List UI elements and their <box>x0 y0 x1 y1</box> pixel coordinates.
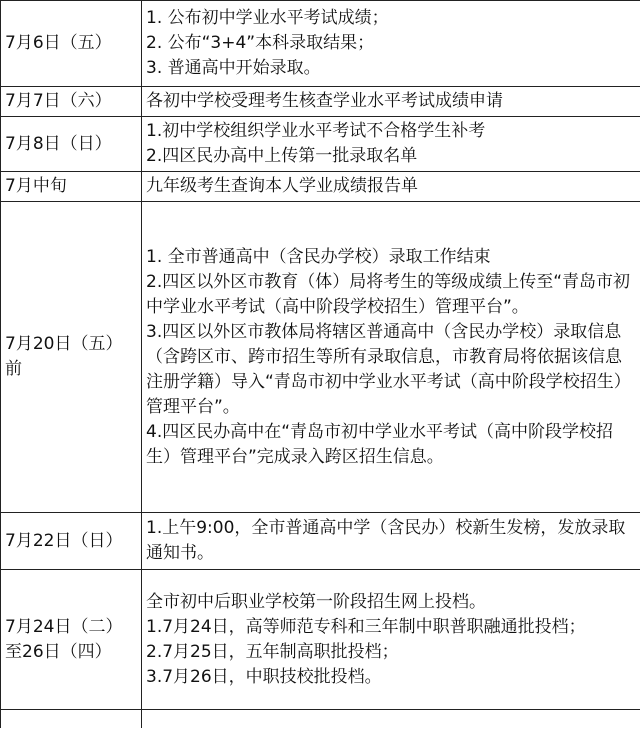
date-text: 前 <box>5 359 22 379</box>
date-text: 7月8日（日） <box>5 133 112 154</box>
event-item: 1. 全市普通高中（含民办学校）录取工作结束 <box>146 246 491 267</box>
date-cell <box>1 570 142 710</box>
date-text: 7月6日（五） <box>5 33 112 53</box>
table-row-partial <box>1 710 640 728</box>
event-item: 4.四区民办高中在“青岛市初中学业水平考试（高中阶段学校招生）管理平台”完成录入跨区招生信息。 <box>146 421 614 467</box>
table-row <box>1 513 640 570</box>
table-row <box>1 202 640 513</box>
date-text: 7月中旬 <box>5 176 67 196</box>
event-cell <box>142 513 640 570</box>
event-item: 全市初中后职业学校第一阶段招生网上投档。 <box>146 591 486 612</box>
event-cell <box>142 1 640 87</box>
event-item: 3. 普通高中开始录取。 <box>146 58 321 78</box>
event-item: 九年级考生查询本人学业成绩报告单 <box>146 176 418 196</box>
table-row <box>1 117 640 172</box>
event-cell-empty <box>142 710 640 728</box>
date-cell <box>1 513 142 570</box>
event-cell <box>142 172 640 202</box>
event-item: 3.7月26日，中职技校批投档。 <box>146 666 382 687</box>
event-item: 1. 公布初中学业水平考试成绩； <box>146 8 389 28</box>
event-cell <box>142 570 640 710</box>
event-item: 1.初中学校组织学业水平考试不合格学生补考 <box>146 121 486 141</box>
event-item: 2.四区民办高中上传第一批录取名单 <box>146 146 418 166</box>
date-text: 7月24日（二） <box>5 616 123 637</box>
event-item: 3.四区以外区市教体局将辖区普通高中（含民办学校）录取信息（含跨区市、跨市招生等所有录取信息，市教育局将依据该信息注册学籍）导入“青岛市初中学业水平考试（高中阶段学校招生）管理平台”。 <box>146 321 631 417</box>
event-cell <box>142 87 640 117</box>
table-row <box>1 87 640 117</box>
table-row <box>1 570 640 710</box>
event-item: 2.7月25日，五年制高职批投档； <box>146 641 399 662</box>
event-item: 1.上午9:00，全市普通高中学（含民办）校新生发榜，发放录取通知书。 <box>146 518 626 563</box>
event-item: 1.7月24日，高等师范专科和三年制中职普职融通批投档； <box>146 616 586 637</box>
date-cell <box>1 172 142 202</box>
date-text: 至26日（四） <box>5 641 112 662</box>
date-cell <box>1 117 142 172</box>
date-cell-empty <box>1 710 142 728</box>
event-item: 2.四区以外区市教育（体）局将考生的等级成绩上传至“青岛市初中学业水平考试（高中阶段学校招生）管理平台”。 <box>146 271 631 317</box>
event-cell <box>142 202 640 513</box>
date-cell <box>1 87 142 117</box>
event-item: 各初中学校受理考生核查学业水平考试成绩申请 <box>146 91 503 111</box>
date-cell <box>1 1 142 87</box>
event-cell <box>142 117 640 172</box>
table-row <box>1 172 640 202</box>
date-cell <box>1 202 142 513</box>
date-text: 7月20日（五） <box>5 334 123 354</box>
date-text: 7月7日（六） <box>5 91 112 111</box>
table-row <box>1 1 640 87</box>
date-text: 7月22日（日） <box>5 530 123 551</box>
event-item: 2. 公布“3+4”本科录取结果； <box>146 33 375 53</box>
